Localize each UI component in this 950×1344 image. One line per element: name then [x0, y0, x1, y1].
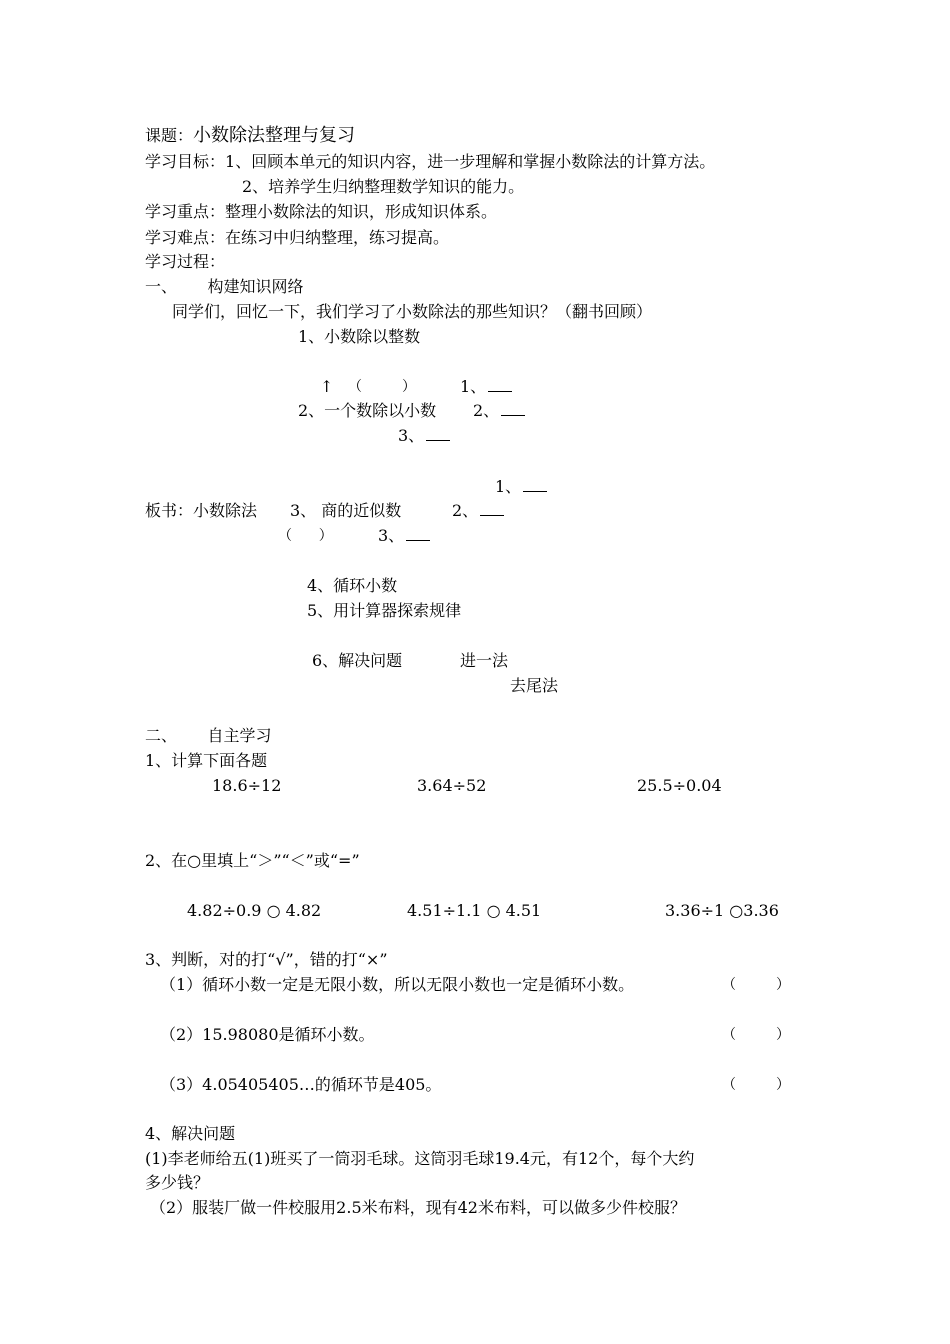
- method-round-up: 进一法: [460, 651, 509, 670]
- diagram-sub6: [378, 526, 430, 546]
- q2-title: 2、在○里填上“＞”“＜”或“=”: [145, 851, 360, 870]
- q1-problem-1: 18.6÷12: [212, 776, 282, 795]
- sub6-label: 3、: [378, 526, 405, 545]
- q4-problem-1-line1: (1)李老师给五(1)班买了一筒羽毛球。这筒羽毛球19.4元，有12个，每个大约: [145, 1149, 695, 1168]
- q2-item-2: 4.51÷1.1 ○ 4.51: [407, 901, 542, 920]
- sub2-label: 2、: [473, 401, 500, 420]
- sub4-label: 1、: [495, 477, 522, 496]
- title-label: 课题：: [145, 126, 194, 145]
- q2-item-1: 4.82÷0.9 ○ 4.82: [187, 901, 322, 920]
- diagram-sub2: [473, 401, 525, 421]
- q3-title: 3、判断，对的打“√”，错的打“×”: [145, 950, 388, 969]
- q1-problem-2: 3.64÷52: [417, 776, 487, 795]
- q4-problem-2: （2）服装厂做一件校服用2.5米布料，现有42米布料，可以做多少件校服？: [150, 1198, 686, 1217]
- q3-answer-2: （ ）: [722, 1027, 791, 1043]
- q3-item-2: （2）15.98080是循环小数。: [160, 1025, 375, 1044]
- q3-answer-3: （ ）: [722, 1077, 791, 1093]
- diagram-item3: 3、 商的近似数: [290, 501, 402, 520]
- q1-problem-3: 25.5÷0.04: [637, 776, 722, 795]
- blank: [523, 477, 547, 492]
- blank: [426, 426, 450, 441]
- objective-1: 1、回顾本单元的知识内容，进一步理解和掌握小数除法的计算方法。: [225, 152, 716, 171]
- objective-2: 2、培养学生归纳整理数学知识的能力。: [242, 177, 525, 196]
- key-point: 学习重点：整理小数除法的知识，形成知识体系。: [145, 202, 498, 221]
- diagram-item6: 6、解决问题: [312, 651, 403, 670]
- sub3-label: 3、: [398, 426, 425, 445]
- blank: [488, 377, 512, 392]
- diagram-item4: 4、循环小数: [307, 576, 398, 595]
- method-round-down: 去尾法: [510, 676, 559, 695]
- difficulty: 学习难点：在练习中归纳整理，练习提高。: [145, 228, 450, 247]
- diagram-sub5: [452, 501, 504, 521]
- diagram-paren: （ ）: [348, 379, 417, 395]
- up-arrow-icon: ↑: [320, 377, 334, 396]
- objectives-label: 学习目标：: [145, 152, 226, 171]
- section2-heading: 二、 自主学习: [145, 726, 272, 745]
- blank: [501, 401, 525, 416]
- diagram-item1: 1、小数除以整数: [298, 327, 421, 346]
- q4-title: 4、解决问题: [145, 1124, 236, 1143]
- diagram-item2: 2、一个数除以小数: [298, 401, 437, 420]
- section1-heading: 一、 构建知识网络: [145, 277, 304, 296]
- lesson-title: [145, 126, 355, 146]
- process-label: 学习过程：: [145, 252, 226, 271]
- diagram-sub3: [398, 426, 450, 446]
- q1-title: 1、计算下面各题: [145, 751, 268, 770]
- sub1-label: 1、: [460, 377, 487, 396]
- blank: [480, 501, 504, 516]
- diagram-item5: 5、用计算器探索规律: [307, 601, 462, 620]
- diagram-sub1: [460, 377, 512, 397]
- title-text: 小数除法整理与复习: [193, 125, 356, 146]
- objectives-line1: [145, 152, 715, 172]
- diagram-paren2: （ ）: [278, 528, 333, 544]
- section1-intro: 同学们，回忆一下，我们学习了小数除法的那些知识？（翻书回顾）: [172, 302, 653, 321]
- board-label: 板书：小数除法: [145, 501, 258, 520]
- diagram-sub4: [495, 477, 547, 497]
- q3-answer-1: （ ）: [722, 977, 791, 993]
- q2-item-3: 3.36÷1 ○3.36: [665, 901, 779, 920]
- q3-item-1: （1）循环小数一定是无限小数，所以无限小数也一定是循环小数。: [160, 975, 635, 994]
- q4-problem-1-line2: 多少钱？: [145, 1173, 210, 1192]
- sub5-label: 2、: [452, 501, 479, 520]
- q3-item-3: （3）4.05405405…的循环节是405。: [160, 1075, 442, 1094]
- blank: [406, 526, 430, 541]
